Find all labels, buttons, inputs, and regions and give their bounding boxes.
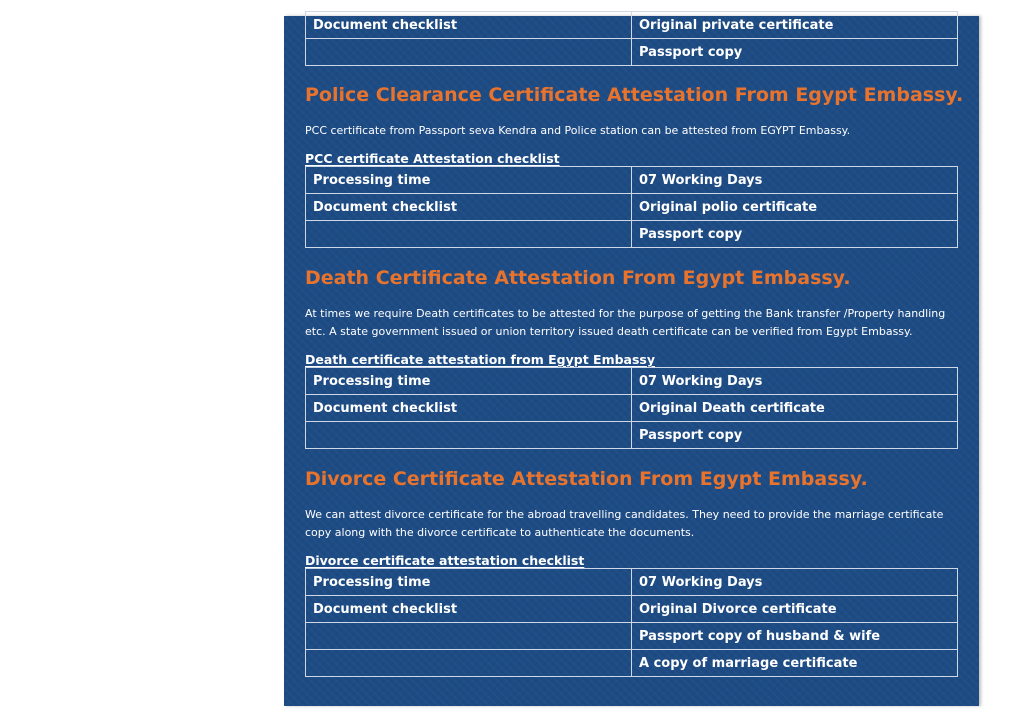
table-cell-label bbox=[306, 221, 632, 248]
pcc-section bbox=[305, 82, 964, 108]
divorce-paragraph-line-1: We can attest divorce certificate for the abroad travelling candidates. They need to provide the marriage certificate bbox=[305, 508, 944, 521]
table-cell-label: Document checklist bbox=[306, 12, 632, 39]
private-certificate-table bbox=[305, 11, 958, 66]
table-row bbox=[306, 12, 958, 39]
table-cell-label bbox=[306, 39, 632, 66]
divorce-heading-wrap bbox=[305, 466, 957, 492]
divorce-table bbox=[305, 568, 958, 677]
table-row bbox=[306, 194, 958, 221]
divorce-table-caption: Divorce certificate attestation checklist bbox=[305, 553, 585, 568]
table-cell-label bbox=[306, 650, 632, 677]
death-paragraph bbox=[305, 305, 957, 341]
table-cell-value: Original polio certificate bbox=[632, 194, 958, 221]
table-cell-value: A copy of marriage certificate bbox=[632, 650, 958, 677]
table-row bbox=[306, 596, 958, 623]
table-row bbox=[306, 623, 958, 650]
table-cell-value: Passport copy bbox=[632, 221, 958, 248]
death-paragraph-wrap bbox=[305, 305, 957, 341]
table-cell-value: Original Divorce certificate bbox=[632, 596, 958, 623]
pcc-heading: Police Clearance Certificate Attestation From Egypt Embassy. bbox=[305, 84, 964, 106]
divorce-paragraph-wrap bbox=[305, 506, 957, 542]
table-cell-value: Passport copy bbox=[632, 422, 958, 449]
pcc-table bbox=[305, 166, 958, 248]
table-cell-label: Document checklist bbox=[306, 194, 632, 221]
pcc-table-wrap bbox=[305, 166, 957, 248]
divorce-paragraph bbox=[305, 506, 957, 542]
death-table-caption: Death certificate attestation from Egypt Embassy bbox=[305, 352, 656, 367]
table-row bbox=[306, 422, 958, 449]
table-row bbox=[306, 39, 958, 66]
death-table bbox=[305, 367, 958, 449]
table-cell-value: Passport copy of husband & wife bbox=[632, 623, 958, 650]
pcc-paragraph-wrap bbox=[305, 122, 957, 140]
content-panel bbox=[284, 16, 979, 706]
divorce-table-wrap bbox=[305, 568, 957, 677]
table-cell-label: Processing time bbox=[306, 569, 632, 596]
table-cell-label bbox=[306, 623, 632, 650]
table-cell-label: Processing time bbox=[306, 167, 632, 194]
table-row bbox=[306, 368, 958, 395]
table-cell-label bbox=[306, 422, 632, 449]
private-certificate-table-section bbox=[305, 11, 957, 66]
table-row bbox=[306, 221, 958, 248]
table-row bbox=[306, 395, 958, 422]
table-cell-label: Document checklist bbox=[306, 596, 632, 623]
pcc-table-caption: PCC certificate Attestation checklist bbox=[305, 151, 560, 166]
table-cell-label: Processing time bbox=[306, 368, 632, 395]
divorce-heading: Divorce Certificate Attestation From Egypt Embassy. bbox=[305, 468, 868, 490]
death-heading: Death Certificate Attestation From Egypt Embassy. bbox=[305, 267, 851, 289]
table-cell-value: 07 Working Days bbox=[632, 368, 958, 395]
death-paragraph-line-1: At times we require Death certificates to be attested for the purpose of getting the Bank transfer /Property handling bbox=[305, 307, 946, 320]
table-cell-value: Original private certificate bbox=[632, 12, 958, 39]
death-paragraph-line-2: etc. A state government issued or union territory issued death certificate can be verified from Egypt Embassy. bbox=[305, 325, 913, 338]
table-cell-value: Original Death certificate bbox=[632, 395, 958, 422]
table-row bbox=[306, 569, 958, 596]
table-cell-value: 07 Working Days bbox=[632, 569, 958, 596]
death-caption-wrap bbox=[305, 352, 957, 368]
death-table-wrap bbox=[305, 367, 957, 449]
table-row bbox=[306, 167, 958, 194]
table-cell-value: Passport copy bbox=[632, 39, 958, 66]
death-heading-wrap bbox=[305, 265, 957, 291]
divorce-paragraph-line-2: copy along with the divorce certificate to authenticate the documents. bbox=[305, 526, 695, 539]
table-cell-label: Document checklist bbox=[306, 395, 632, 422]
table-cell-value: 07 Working Days bbox=[632, 167, 958, 194]
divorce-caption-wrap bbox=[305, 553, 957, 569]
pcc-paragraph: PCC certificate from Passport seva Kendra and Police station can be attested from EGYPT Embassy. bbox=[305, 124, 851, 137]
pcc-caption-wrap bbox=[305, 151, 957, 167]
table-row bbox=[306, 650, 958, 677]
